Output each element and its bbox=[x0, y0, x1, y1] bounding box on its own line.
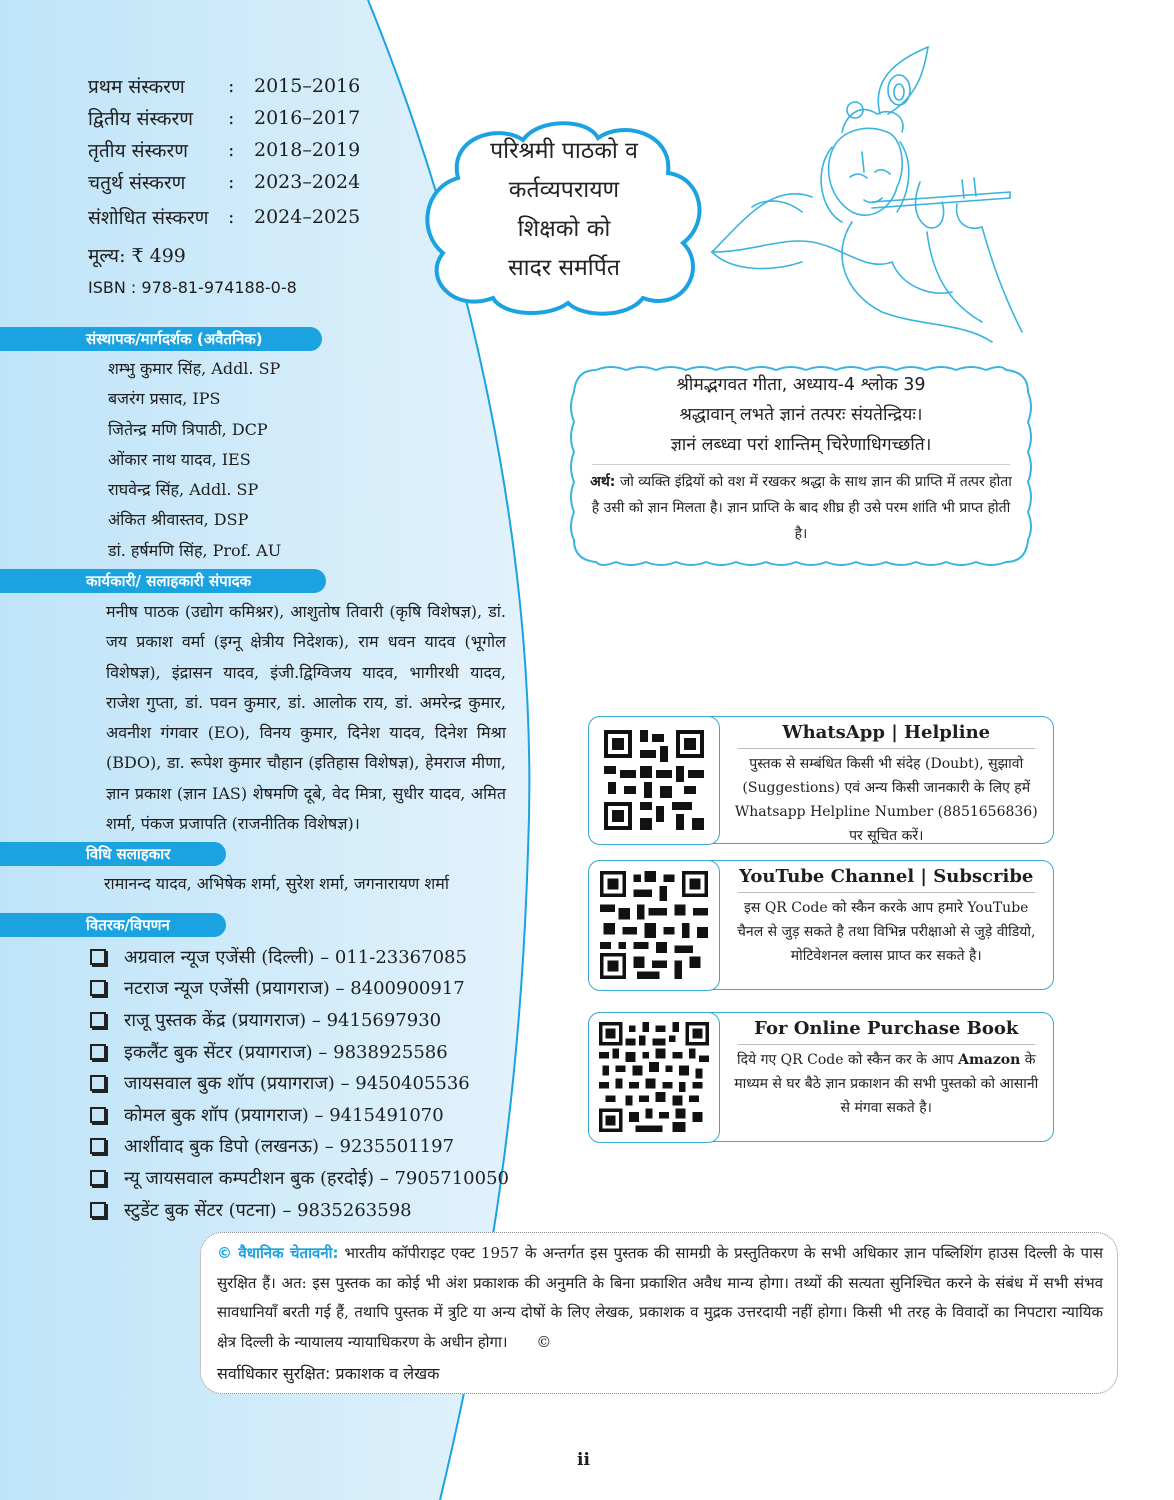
warning-title: © वैधानिक चेतावनी: bbox=[217, 1244, 339, 1262]
list-item bbox=[90, 1036, 509, 1068]
distributor-text: जायसवाल बुक शॉप (प्रयागराज) – 9450405536 bbox=[124, 1073, 470, 1095]
checkbox-icon bbox=[90, 949, 106, 965]
edition-row bbox=[88, 198, 388, 236]
price: मूल्य: ₹ 499 bbox=[88, 245, 186, 267]
krishna-illustration bbox=[692, 22, 1052, 352]
list-item bbox=[90, 1067, 509, 1099]
meaning-label: अर्थ: bbox=[590, 474, 616, 490]
shloka-meaning bbox=[586, 469, 1016, 547]
krishna-flute-icon bbox=[692, 22, 1052, 352]
distributor-text: न्यू जायसवाल कम्पटीशन बुक (हरदोई) – 7905710050 bbox=[124, 1167, 509, 1189]
checkbox-icon bbox=[90, 1012, 106, 1028]
qr-code-icon bbox=[600, 871, 708, 979]
card-text-part: के माध्यम से घर बैठे ज्ञान प्रकाशन की सभी पुस्तको को आसानी से मंगवा सकते है। bbox=[734, 1052, 1039, 1116]
rights-reserved: सर्वाधिकार सुरक्षित: प्रकाशक व लेखक bbox=[217, 1364, 440, 1383]
shloka-line: श्रद्धावान् लभते ज्ञानं तत्परः संयतेन्द्रियः। bbox=[679, 405, 923, 425]
edition-value: 2018–2019 bbox=[254, 139, 361, 161]
list-item: ओंकार नाथ यादव, IES bbox=[108, 449, 251, 469]
checkbox-icon bbox=[90, 1107, 106, 1123]
card-title: WhatsApp | Helpline bbox=[738, 721, 1036, 749]
distributor-text: स्टुडेंट बुक सेंटर (पटना) – 9835263598 bbox=[124, 1199, 412, 1221]
shloka-box bbox=[566, 362, 1036, 570]
edition-label: चतुर्थ संस्करण bbox=[88, 172, 186, 194]
distributor-text: राजू पुस्तक केंद्र (प्रयागराज) – 9415697930 bbox=[124, 1009, 442, 1031]
distributor-text: इकलैंट बुक सेंटर (प्रयागराज) – 9838925586 bbox=[124, 1041, 448, 1063]
list-item bbox=[90, 1004, 509, 1036]
edition-colon: : bbox=[228, 139, 235, 161]
distributor-text: कोमल बुक शॉप (प्रयागराज) – 9415491070 bbox=[124, 1104, 444, 1126]
edition-row bbox=[88, 134, 388, 166]
page-number: ii bbox=[577, 1450, 590, 1470]
meaning-text: जो व्यक्ति इंद्रियों को वश में रखकर श्रद्धा के साथ ज्ञान की प्राप्ति में तत्पर होता है उसी को ज्ञान मिलता है। ज्ञान प्राप्ति के बाद शीघ्र ही उसे परम शांति भी प्राप्त होती है। bbox=[591, 474, 1012, 542]
card-text: इस QR Code को स्कैन करके आप हमारे YouTube चैनल से जुड़ सकते है तथा विभिन्न परीक्षाओ से जुड़े वीडियो, मोटिवेशनल क्लास प्राप्त कर सकते है। bbox=[737, 900, 1036, 964]
checkbox-icon bbox=[90, 1044, 106, 1060]
edition-colon: : bbox=[228, 206, 235, 228]
checkbox-icon bbox=[90, 980, 106, 996]
dedication-line: कर्तव्यपरायण bbox=[508, 177, 620, 203]
card-title: For Online Purchase Book bbox=[738, 1017, 1036, 1045]
checkbox-icon bbox=[90, 1075, 106, 1091]
whatsapp-helpline-card bbox=[588, 716, 1054, 844]
edition-label: प्रथम संस्करण bbox=[88, 76, 185, 98]
edition-label: द्वितीय संस्करण bbox=[88, 108, 193, 130]
list-item bbox=[90, 973, 509, 1005]
dedication-line: सादर समर्पित bbox=[508, 255, 620, 281]
edition-colon: : bbox=[228, 171, 235, 193]
list-item bbox=[90, 1099, 509, 1131]
distributor-text: आर्शीवाद बुक डिपो (लखनऊ) – 9235501197 bbox=[124, 1136, 455, 1158]
warning-text: भारतीय कॉपीराइट एक्ट 1957 के अन्तर्गत इस पुस्तक की सामग्री के प्रस्तुतिकरण के सभी अधिकार ज्ञान पब्लिशिंग हाउस दिल्ली के पास सुरक्षित हैं। अत: इस पुस्तक का कोई भी अंश प्रकाशक की अनुमति के बिना प्रकाशित अवैध मान्य होगा। तथ्यों की सत्यता सुनिश्चित करने के संबंध में सभी संभव सावधानियाँ बरती गई हैं, तथापि पुस्तक में त्रुटि या अन्य दोषों के लिए लेखक, प्रकाशक व मुद्रक उत्तरदायी नहीं होगा। किसी भी तरह के विवादों का निपटारा न्यायिक क्षेत्र दिल्ली के न्यायालय न्यायाधिकरण के अधीन होगा। bbox=[217, 1244, 1103, 1351]
list-item: बजरंग प्रसाद, IPS bbox=[108, 389, 221, 409]
edition-row bbox=[88, 70, 388, 102]
section-header-legal: विधि सलाहकार bbox=[0, 842, 226, 866]
distributor-text: अग्रवाल न्यूज एजेंसी (दिल्ली) – 011-23367085 bbox=[124, 946, 467, 968]
card-body bbox=[720, 861, 1054, 989]
qr-code-frame[interactable] bbox=[588, 860, 720, 991]
edition-row bbox=[88, 102, 388, 134]
distributor-text: नटराज न्यूज एजेंसी (प्रयागराज) – 8400900917 bbox=[124, 978, 465, 1000]
edition-value: 2015–2016 bbox=[254, 75, 361, 97]
dedication-line: परिश्रमी पाठको व bbox=[490, 138, 638, 164]
checkbox-icon bbox=[90, 1138, 106, 1154]
list-item: अंकित श्रीवास्तव, DSP bbox=[108, 510, 249, 530]
list-item: राघवेन्द्र सिंह, Addl. SP bbox=[108, 480, 259, 500]
editors-text: मनीष पाठक (उद्योग कमिश्नर), आशुतोष तिवारी (कृषि विशेषज्ञ), डां. जय प्रकाश वर्मा (इग्नू क्षेत्रीय निदेशक), राम धवन यादव (भूगोल विशेषज्ञ), इंद्रासन यादव, इंजी.द्विग्विजय यादव, भागीरथी यादव, राजेश गुप्ता, डां. पवन कुमार, डां. आलोक राय, डां. अमरेन्द्र कुमार, अवनीश गंगवार (EO), विनय कुमार, दिनेश यादव, दिनेश मिश्रा (BDO), डा. रूपेश कुमार चौहान (इतिहास विशेषज्ञ), हेमराज मीणा, ज्ञान प्रकाश (ज्ञान IAS) शेषमणि दूबे, वेद मित्रा, सुधीर यादव, अमित शर्मा, पंकज प्रजापति (राजनीतिक विशेषज्ञ)। bbox=[106, 602, 506, 834]
divider bbox=[592, 464, 1010, 465]
list-item bbox=[90, 1131, 509, 1163]
qr-code-frame[interactable] bbox=[588, 1012, 720, 1143]
section-header-founders: संस्थापक/मार्गदर्शक (अवैतनिक) bbox=[0, 327, 322, 351]
amazon-label: Amazon bbox=[958, 1052, 1021, 1068]
edition-colon: : bbox=[228, 75, 235, 97]
distributors-list bbox=[90, 941, 509, 1225]
card-text-part: दिये गए QR Code को स्कैन कर के आप bbox=[736, 1052, 954, 1068]
qr-code-icon bbox=[599, 1022, 709, 1132]
legal-text: रामानन्द यादव, अभिषेक शर्मा, सुरेश शर्मा, जगनारायण शर्मा bbox=[104, 874, 450, 893]
qr-code-icon bbox=[604, 730, 704, 830]
section-header-editors: कार्यकारी/ सलाहकारी संपादक bbox=[0, 569, 326, 593]
card-text bbox=[730, 1048, 1044, 1120]
qr-code-frame[interactable] bbox=[588, 716, 720, 845]
online-purchase-card bbox=[588, 1012, 1054, 1142]
isbn: ISBN : 978-81-974188-0-8 bbox=[88, 277, 297, 297]
founders-list bbox=[108, 354, 281, 566]
list-item bbox=[90, 941, 509, 973]
section-header-distributors: वितरक/विपणन bbox=[0, 913, 226, 937]
shloka-line: ज्ञानं लब्ध्वा परां शान्तिम् चिरेणाधिगच्छति। bbox=[670, 435, 932, 455]
list-item: डां. हर्षमणि सिंह, Prof. AU bbox=[108, 540, 282, 560]
edition-label: तृतीय संस्करण bbox=[88, 140, 188, 162]
edition-row bbox=[88, 166, 388, 198]
copyright-icon: © bbox=[536, 1332, 552, 1351]
editions-block bbox=[88, 70, 388, 302]
dedication-line: शिक्षको को bbox=[517, 216, 611, 242]
shloka-content bbox=[586, 370, 1016, 547]
card-body bbox=[720, 1013, 1054, 1141]
list-item bbox=[90, 1194, 509, 1226]
card-text: पुस्तक से सम्बंधित किसी भी संदेह (Doubt), सुझावो (Suggestions) एवं अन्य किसी जानकारी के लिए हमें Whatsapp Helpline Number (8851656836) पर सूचित करें। bbox=[734, 756, 1038, 844]
edition-value: 2016–2017 bbox=[254, 107, 361, 129]
shloka-reference: श्रीमद्भगवत गीता, अध्याय-4 श्लोक 39 bbox=[676, 375, 926, 395]
card-body bbox=[720, 717, 1054, 843]
list-item bbox=[90, 1162, 509, 1194]
card-title: YouTube Channel | Subscribe bbox=[738, 865, 1036, 893]
edition-colon: : bbox=[228, 107, 235, 129]
dedication-text bbox=[418, 132, 710, 288]
legal-warning-box bbox=[200, 1232, 1118, 1394]
edition-value: 2024–2025 bbox=[254, 206, 361, 228]
list-item: शम्भु कुमार सिंह, Addl. SP bbox=[108, 359, 281, 378]
checkbox-icon bbox=[90, 1170, 106, 1186]
checkbox-icon bbox=[90, 1202, 106, 1218]
list-item: जितेन्द्र मणि त्रिपाठी, DCP bbox=[108, 419, 268, 439]
edition-value: 2023–2024 bbox=[254, 171, 361, 193]
dedication-cloud bbox=[418, 118, 710, 318]
edition-label: संशोधित संस्करण bbox=[88, 207, 209, 229]
youtube-channel-card bbox=[588, 860, 1054, 990]
